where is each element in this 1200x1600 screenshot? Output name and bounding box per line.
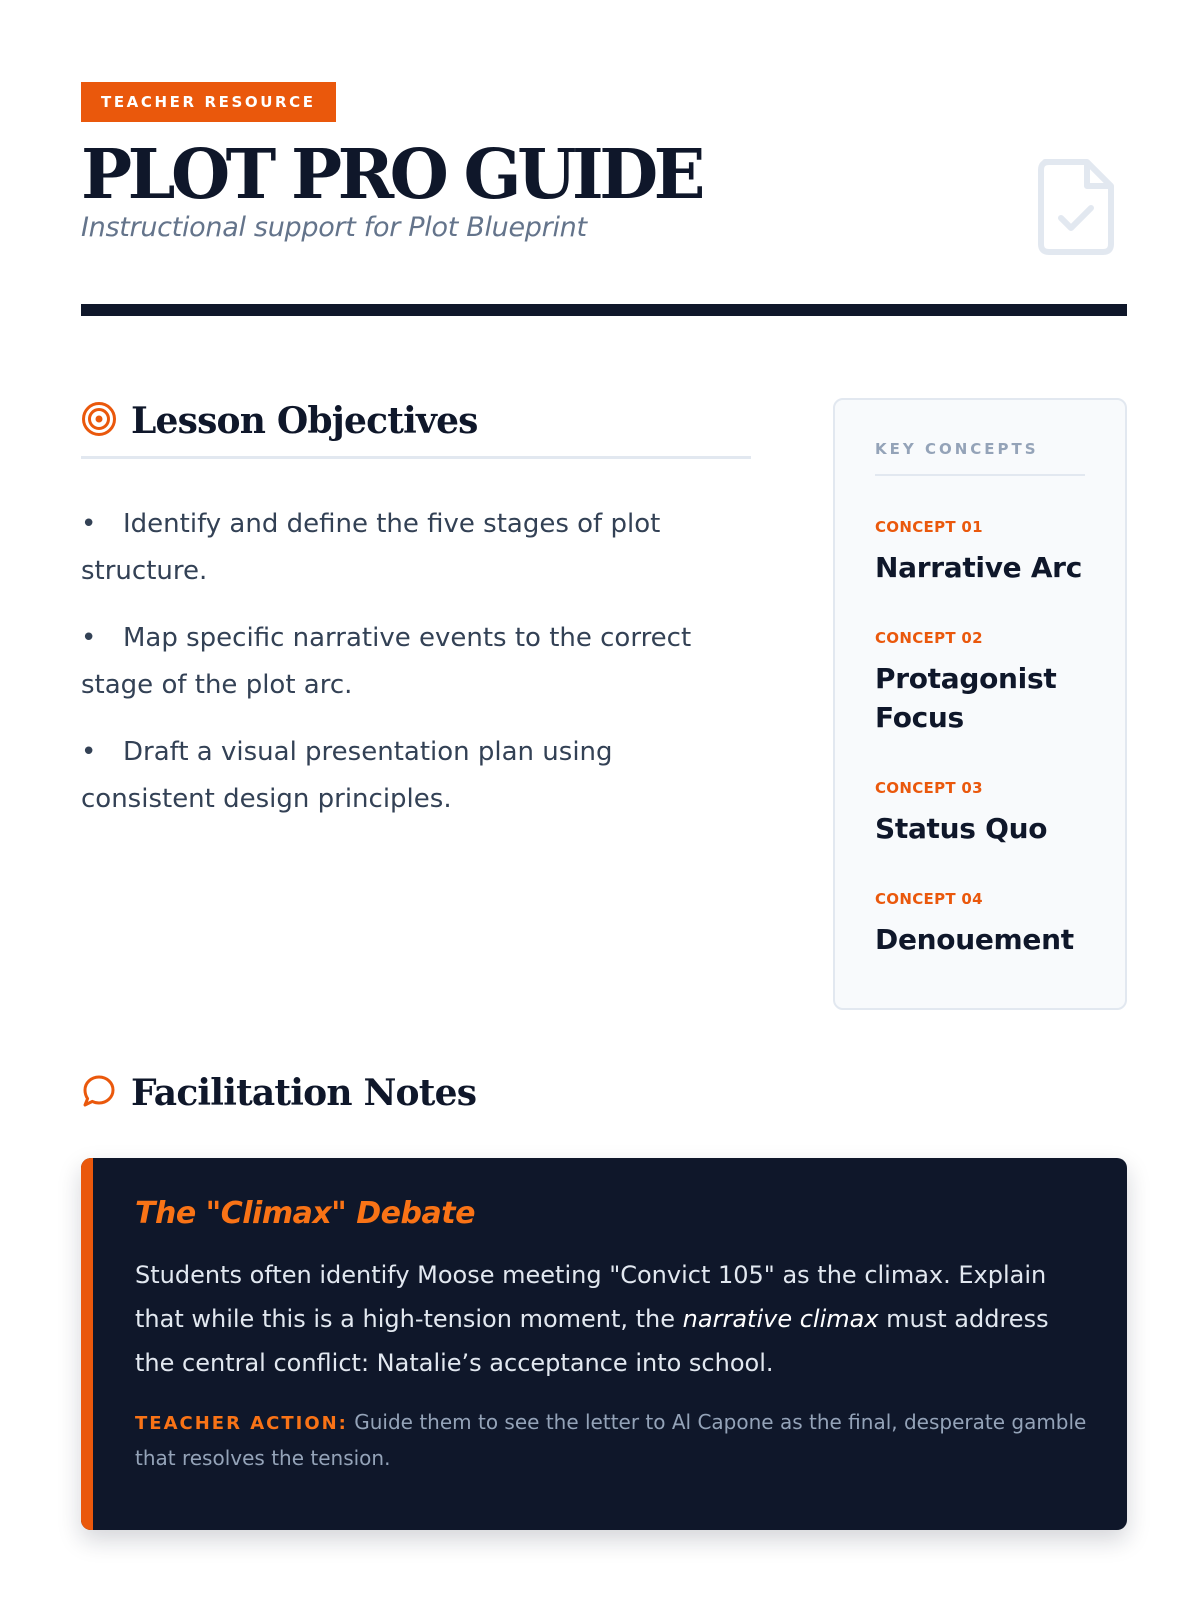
concept-number: CONCEPT 03 [875, 779, 983, 797]
teacher-action [135, 1405, 1087, 1475]
teacher-action-label: TEACHER ACTION: [135, 1413, 348, 1434]
concept-number: CONCEPT 04 [875, 890, 983, 908]
concept-name: Protagonist Focus [875, 662, 1057, 734]
concept-name: Status Quo [875, 812, 1048, 845]
concept-item [875, 629, 1085, 737]
lesson-objectives-section [81, 400, 751, 843]
concept-name: Narrative Arc [875, 551, 1082, 584]
note-emphasis: narrative climax [682, 1305, 879, 1333]
speech-bubble-icon [81, 1073, 117, 1113]
note-title: The "Climax" Debate [135, 1196, 475, 1231]
guide-page [81, 82, 1127, 1470]
objectives-heading: Lesson Objectives [131, 400, 478, 442]
list-item: • Identify and define the five stages of plot structure. [81, 509, 661, 586]
facilitation-heading: Facilitation Notes [131, 1072, 477, 1114]
page-subtitle: Instructional support for Plot Blueprint [81, 212, 587, 243]
concept-item [875, 890, 1085, 959]
header-divider [81, 304, 1127, 316]
key-concepts-panel [833, 398, 1127, 1010]
teacher-action-text: Guide them to see the letter to Al Capone as the final, desperate gamble that resolves the tension. [135, 1410, 1087, 1470]
objectives-list [81, 501, 751, 823]
facilitation-notes-section [81, 1072, 1127, 1114]
concept-name: Denouement [875, 923, 1074, 956]
key-concepts-label: KEY CONCEPTS [875, 440, 1085, 476]
concept-item [875, 518, 1085, 587]
note-body: Students often identify Moose meeting "Convict 105" as the climax. Explain that while this is a high-tension moment, the narrative climax must address the central conflict: Natalie’s acceptance into school. [135, 1261, 1049, 1377]
page-title: PLOT PRO GUIDE [81, 135, 701, 215]
list-item: • Draft a visual presentation plan using consistent design principles. [81, 737, 613, 814]
list-item: • Map specific narrative events to the correct stage of the plot arc. [81, 623, 692, 700]
concept-number: CONCEPT 01 [875, 518, 983, 536]
teacher-resource-badge: TEACHER RESOURCE [81, 82, 336, 122]
objectives-underline [81, 456, 751, 459]
note-accent-bar [81, 1158, 93, 1530]
concept-number: CONCEPT 02 [875, 629, 983, 647]
concept-item [875, 779, 1085, 848]
target-icon [81, 401, 117, 441]
climax-debate-note [81, 1158, 1127, 1530]
document-check-icon [1035, 158, 1117, 260]
